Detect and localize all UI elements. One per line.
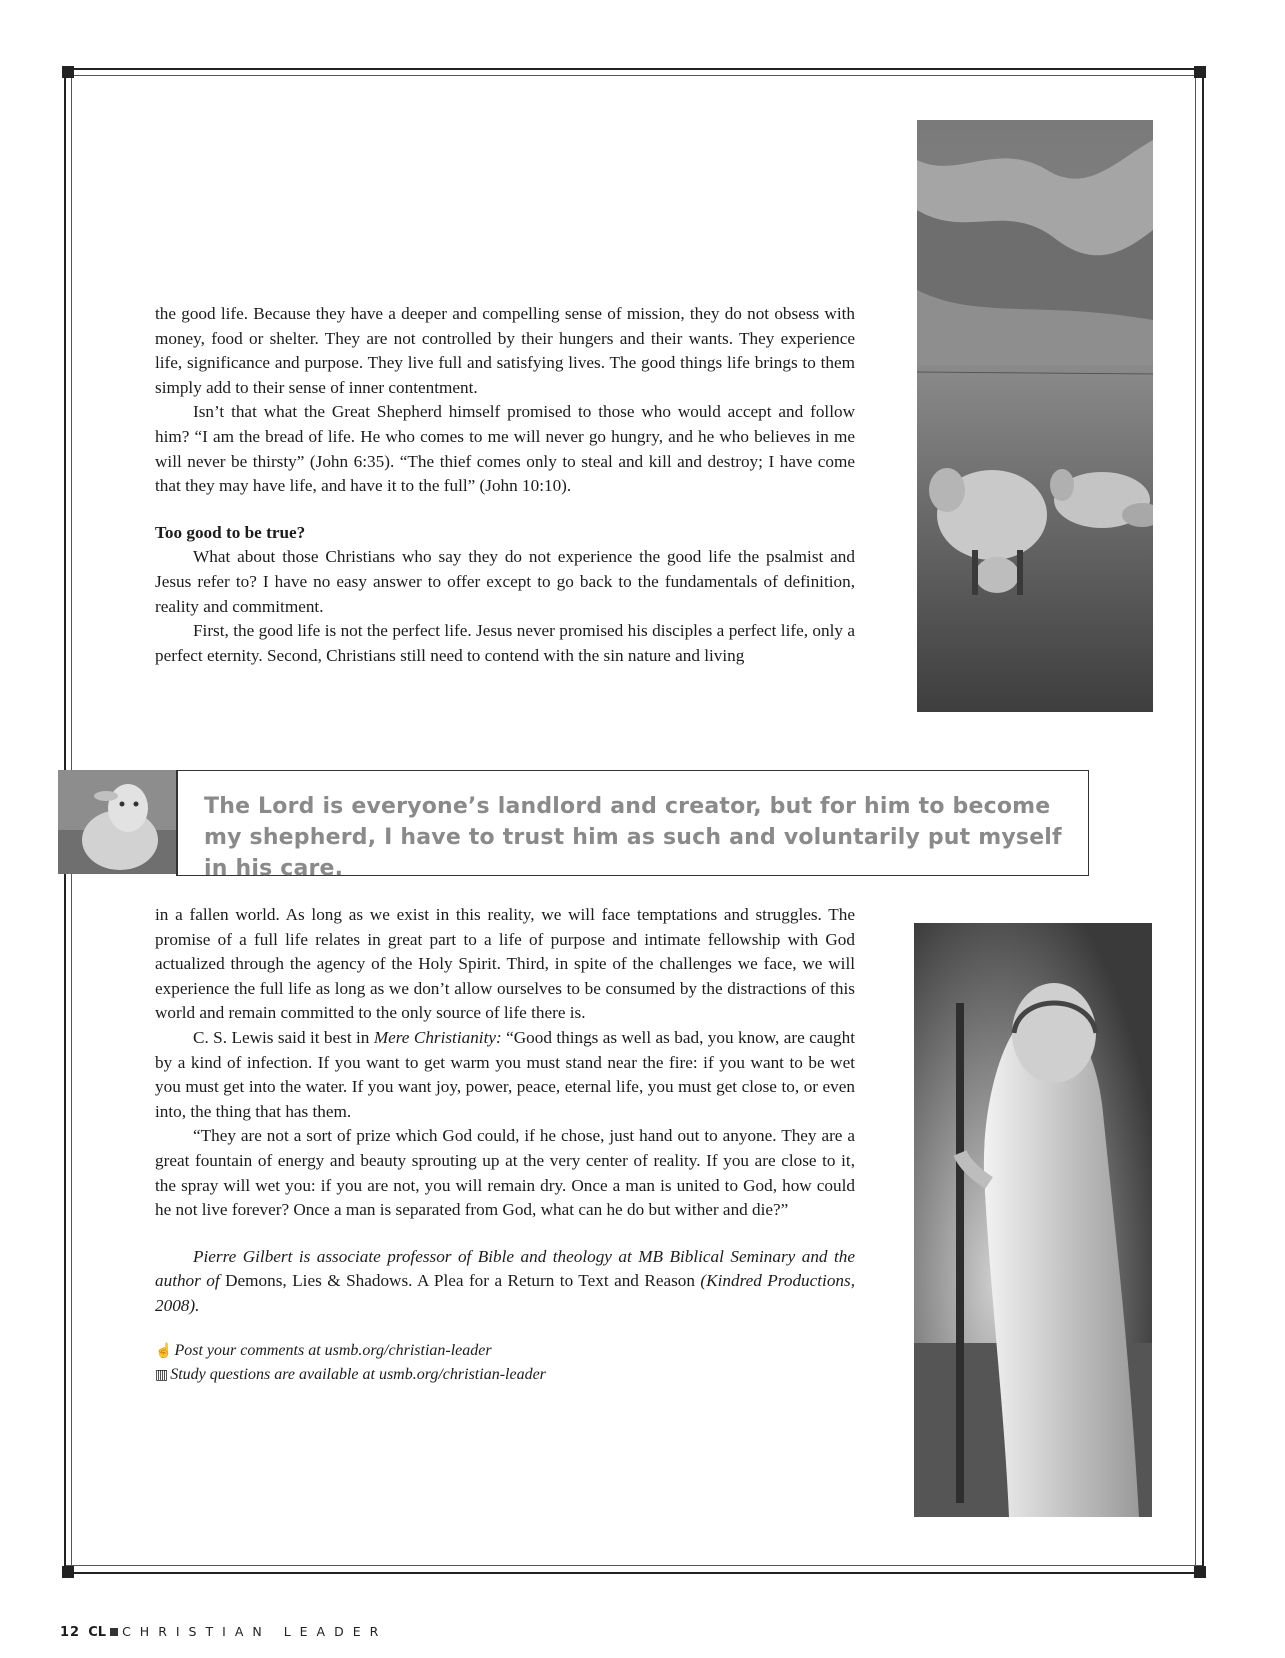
lewis-intro: C. S. Lewis said it best in [193, 1027, 374, 1047]
resource-links [155, 1339, 855, 1387]
section-subhead: Too good to be true? [155, 522, 306, 542]
article-body-top [155, 302, 855, 668]
paragraph: in a fallen world. As long as we exist in this reality, we will face temptations and struggles. The promise of a full life relates in great part to a life of purpose and intimate fellowship with God actualized through the agency of the Holy Spirit. Third, in spite of the challenges we face, we will experience the full life as long as we don’t allow ourselves to be consumed by the distractions of this world and remain committed to the only source of life there is. [155, 905, 855, 1023]
page-number: 12 [60, 1625, 81, 1640]
author-bio [155, 1245, 855, 1319]
frame-corner-bl [62, 1566, 74, 1578]
lewis-quote: “Good things as well as bad, you know, are caught by a kind of infection. If you want to get warm you must stand near the fire: if you want to be wet you must get into the water. If you want joy, power, peace, eternal life, you must get close to, or even into, the thing that has them. [155, 1027, 855, 1121]
study-questions-link[interactable]: ▥ Study questions are available at usmb.org/christian-leader [155, 1365, 546, 1383]
frame-corner-tr [1194, 66, 1206, 78]
shepherd-photo [914, 923, 1152, 1517]
paragraph-lewis [155, 1026, 855, 1124]
book-title: Mere Christianity: [373, 1027, 502, 1047]
pull-quote-box [176, 770, 1089, 881]
paragraph: Isn’t that what the Great Shepherd himself promised to those who would accept and follow him? “I am the bread of life. He who comes to me will never go hungry, and he who believes in me will never be thirsty” (John 6:35). “The thief comes only to steal and kill and destroy; I have come that they may have life, and have it to the full” (John 10:10). [155, 402, 855, 496]
frame-corner-br [1194, 1566, 1206, 1578]
paragraph: the good life. Because they have a deeper and compelling sense of mission, they do not obsess with money, food or shelter. They are not controlled by their hungers and their wants. They experience life, significance and purpose. They live full and satisfying lives. The good things life brings to them simply add to their sense of inner contentment. [155, 304, 855, 397]
frame-corner-tl [62, 66, 74, 78]
frame-bottom [64, 1572, 1204, 1574]
article-body-bottom [155, 903, 855, 1387]
frame-top [64, 68, 1204, 70]
magazine-abbrev: CL [88, 1625, 107, 1640]
pointer-icon: ☝ [155, 1343, 173, 1359]
paragraph: “They are not a sort of prize which God could, if he chose, just hand out to anyone. They are a great fountain of energy and beauty sprouting up at the very center of reality. If you are close to it, the spray will wet you: if you are not, you will remain dry. Once a man is united to God, how could he not live forever? Once a man is separated from God, what can he do but wither and die?” [155, 1126, 855, 1220]
document-icon: ▥ [155, 1367, 169, 1383]
bio-text: Pierre Gilbert is associate professor of Bible and theology at MB Biblical Seminary and the author of [155, 1246, 855, 1291]
frame-right-inner [1195, 68, 1196, 1574]
bio-publisher: (Kindred Productions, 2008). [155, 1271, 855, 1315]
comments-link[interactable]: ☝ Post your comments at usmb.org/christian-leader [155, 1341, 492, 1359]
sheep-head-photo [58, 770, 176, 874]
frame-bottom-inner [64, 1565, 1204, 1566]
paragraph: What about those Christians who say they do not experience the good life the psalmist and Jesus refer to? I have no easy answer to offer except to go back to the fundamentals of definition, reality and commitment. [155, 547, 855, 616]
pull-quote [58, 770, 1090, 881]
page-footer [60, 1624, 387, 1640]
frame-right [1202, 68, 1204, 1574]
bio-book-title: Demons, Lies & Shadows. A Plea for a Return to Text and Reason [225, 1271, 695, 1291]
magazine-name: CHRISTIAN LEADER [122, 1624, 388, 1639]
sheep-hillside-photo [917, 120, 1153, 712]
pull-quote-text: The Lord is everyone’s landlord and creator, but for him to become my shepherd, I have to trust him as such and voluntarily put myself in his care. [204, 794, 1062, 881]
frame-top-inner [64, 75, 1204, 76]
square-icon [110, 1628, 118, 1636]
paragraph: First, the good life is not the perfect life. Jesus never promised his disciples a perfect life, only a perfect eternity. Second, Christians still need to contend with the sin nature and living [155, 621, 855, 665]
